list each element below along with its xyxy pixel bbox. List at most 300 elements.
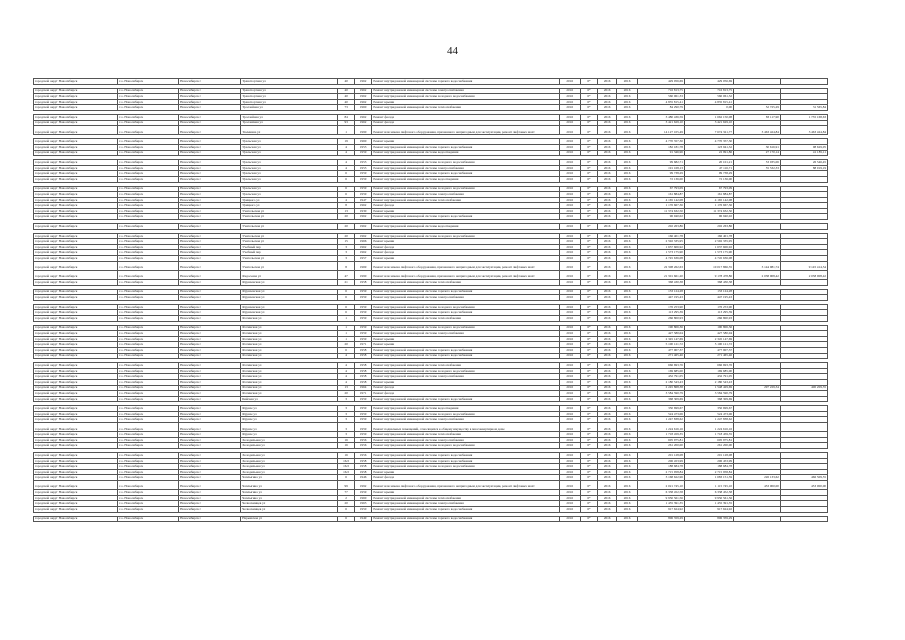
build-year-cell: 1962 <box>354 114 372 120</box>
district-cell: г.о. Новосибирск <box>118 256 179 262</box>
end-year-cell: 2016 <box>617 176 638 182</box>
locality-cell: Новосибирск г <box>179 203 241 209</box>
street-cell: Фотинская ул <box>241 325 338 331</box>
street-cell: Бийская ул <box>241 396 338 402</box>
municipality-cell: городской округ Новосибирск <box>34 88 118 94</box>
district-cell: г.о. Новосибирск <box>118 391 179 397</box>
municipality-cell: городской округ Новосибирск <box>34 192 118 198</box>
house-number-cell: 6 <box>338 295 354 301</box>
house-number-cell: 3 <box>338 406 354 412</box>
locality-cell: Новосибирск г <box>179 192 241 198</box>
work-type-cell: Ремонт фасада <box>372 203 559 209</box>
fund-cost-cell: 1 573 175,90 <box>684 250 733 256</box>
priority-cell: 6* <box>580 120 598 126</box>
total-cost-cell: 6 338 452,58 <box>638 490 685 496</box>
street-cell: Уральская ул <box>241 192 338 198</box>
start-year-cell: 2016 <box>598 244 617 250</box>
municipality-cell: городской округ Новосибирск <box>34 150 118 156</box>
work-type-cell: Ремонт внутридомовой инженерной системы горячего водоснабжения <box>372 289 559 295</box>
locality-cell: Новосибирск г <box>179 443 241 449</box>
locality-cell: Новосибирск г <box>179 315 241 321</box>
start-year-cell: 2016 <box>598 310 617 316</box>
street-cell: Транспортная ул <box>241 99 338 105</box>
priority-cell: 6* <box>580 176 598 182</box>
total-cost-cell: 477 907,37 <box>638 347 685 353</box>
priority-cell: 6* <box>580 411 598 417</box>
locality-cell: Новосибирск г <box>179 464 241 470</box>
municipality-cell: городской округ Новосибирск <box>34 186 118 192</box>
register-body <box>34 75 828 522</box>
start-year-cell: 2016 <box>598 423 617 432</box>
street-cell: Уральская ул <box>241 150 338 156</box>
total-cost-cell: 67 793,09 <box>638 186 685 192</box>
locality-cell: Новосибирск г <box>179 114 241 120</box>
priority-cell: 6* <box>580 501 598 507</box>
total-cost-cell: 429 056,69 <box>638 79 685 85</box>
house-number-cell: 6 <box>338 347 354 353</box>
locality-cell: Новосибирск г <box>179 475 241 481</box>
end-year-cell: 2016 <box>617 391 638 397</box>
end-year-cell: 2016 <box>617 458 638 464</box>
district-cell: г.о. Новосибирск <box>118 105 179 111</box>
start-year-cell: 2016 <box>598 160 617 166</box>
district-cell: г.о. Новосибирск <box>118 160 179 166</box>
priority-cell: 6* <box>580 342 598 348</box>
house-number-cell: 47 <box>338 270 354 279</box>
work-type-cell: Ремонт внутридомовой инженерной системы холодного водоснабжения <box>372 368 559 374</box>
build-year-cell: 1959 <box>354 325 372 331</box>
start-year-cell: 2016 <box>598 289 617 295</box>
capital-repair-register-table <box>33 75 828 522</box>
end-year-cell: 2016 <box>617 94 638 100</box>
build-year-cell: 1959 <box>354 295 372 301</box>
work-type-cell: Ремонт крыши <box>372 342 559 348</box>
fund-cost-cell: 429 056,69 <box>684 79 733 85</box>
plan-year-cell: 2016 <box>559 396 580 402</box>
house-number-cell: 6 <box>338 475 354 481</box>
fund-cost-cell: 22 991,86 <box>684 150 733 156</box>
work-type-cell: Ремонт фасада <box>372 385 559 391</box>
house-number-cell: 4 <box>338 363 354 369</box>
street-cell: Федосеева ул <box>241 270 338 279</box>
fund-cost-cell: 806 359,29 <box>684 516 733 522</box>
fund-cost-cell: 477 907,37 <box>684 347 733 353</box>
district-cell: г.о. Новосибирск <box>118 261 179 270</box>
build-year-cell: 1958 <box>354 464 372 470</box>
street-cell: Фотинская ул <box>241 342 338 348</box>
start-year-cell: 2016 <box>598 126 617 135</box>
total-cost-cell: 427 580,04 <box>638 331 685 337</box>
fund-cost-cell: 524 473,06 <box>684 411 733 417</box>
owner-cost-cell: 31 565,84 <box>780 105 827 111</box>
district-cell: г.о. Новосибирск <box>118 353 179 359</box>
end-year-cell: 2016 <box>617 495 638 501</box>
street-cell: Троллейная ул <box>241 105 338 111</box>
plan-year-cell: 2016 <box>559 171 580 177</box>
table-row <box>34 516 828 522</box>
district-cell: г.о. Новосибирск <box>118 289 179 295</box>
build-year-cell: 1958 <box>354 469 372 475</box>
owner-cost-cell: 400 209,35 <box>780 385 827 391</box>
priority-cell: 6* <box>580 432 598 438</box>
fund-cost-cell: 666 693,76 <box>684 363 733 369</box>
plan-year-cell: 2016 <box>559 280 580 286</box>
house-number-cell: 19 <box>338 139 354 145</box>
priority-cell: 6* <box>580 506 598 512</box>
owner-cost-cell: 98 629,05 <box>780 144 827 150</box>
end-year-cell: 2016 <box>617 280 638 286</box>
fund-cost-cell: 368 309,69 <box>684 396 733 402</box>
street-cell: Фотинская ул <box>241 385 338 391</box>
plan-year-cell: 2016 <box>559 443 580 449</box>
priority-cell: 6* <box>580 88 598 94</box>
build-year-cell: 1959 <box>354 176 372 182</box>
work-type-cell: Ремонт или замена лифтового оборудования, признанного непригодным для эксплуатации, ремонт лифтовых шахт <box>372 270 559 279</box>
work-type-cell: Ремонт внутридомовой инженерной системы теплоснабжения <box>372 280 559 286</box>
district-cell: г.о. Новосибирск <box>118 325 179 331</box>
end-year-cell: 2016 <box>617 406 638 412</box>
end-year-cell: 2016 <box>617 295 638 301</box>
house-number-cell: 4 <box>338 144 354 150</box>
plan-year-cell: 2016 <box>559 391 580 397</box>
table-row <box>34 261 828 270</box>
municipality-cell: городской округ Новосибирск <box>34 374 118 380</box>
total-cost-cell: 176 253,90 <box>638 304 685 310</box>
start-year-cell: 2016 <box>598 458 617 464</box>
priority-cell: 6* <box>580 244 598 250</box>
fund-cost-cell: 99 738,29 <box>684 171 733 177</box>
work-type-cell: Ремонт внутридомовой инженерной системы горячего водоснабжения <box>372 171 559 177</box>
district-cell: г.о. Новосибирск <box>118 475 179 481</box>
plan-year-cell: 2016 <box>559 150 580 156</box>
plan-year-cell: 2016 <box>559 261 580 270</box>
municipality-cell: городской округ Новосибирск <box>34 453 118 459</box>
work-type-cell: Ремонт внутридомовой инженерной системы горячего водоснабжения <box>372 506 559 512</box>
municipality-cell: городской округ Новосибирск <box>34 160 118 166</box>
start-year-cell: 2016 <box>598 363 617 369</box>
work-type-cell: Ремонт внутридомовой инженерной системы холодного водоснабжения <box>372 233 559 239</box>
build-year-cell: 1958 <box>354 347 372 353</box>
start-year-cell: 2016 <box>598 347 617 353</box>
locality-cell: Новосибирск г <box>179 325 241 331</box>
locality-cell: Новосибирск г <box>179 304 241 310</box>
start-year-cell: 2016 <box>598 495 617 501</box>
work-type-cell: Ремонт внутридомовой инженерной системы холодного водоснабжения <box>372 464 559 470</box>
municipality-cell: городской округ Новосибирск <box>34 437 118 443</box>
plan-year-cell: 2016 <box>559 244 580 250</box>
total-cost-cell: 368 309,69 <box>638 396 685 402</box>
house-number-cell: 13 <box>338 208 354 214</box>
fund-cost-cell: 716 813,75 <box>684 88 733 94</box>
street-cell: Учительская ул <box>241 224 338 230</box>
house-number-cell: 6 <box>338 186 354 192</box>
district-cell: г.о. Новосибирск <box>118 501 179 507</box>
house-number-cell: 3 <box>338 423 354 432</box>
end-year-cell: 2016 <box>617 224 638 230</box>
start-year-cell: 2016 <box>598 368 617 374</box>
owner-cost-cell <box>780 423 827 432</box>
plan-year-cell: 2016 <box>559 105 580 111</box>
start-year-cell: 2016 <box>598 79 617 85</box>
work-type-cell: Ремонт внутридомовой инженерной системы теплоснабжения <box>372 315 559 321</box>
district-cell: г.о. Новосибирск <box>118 239 179 245</box>
start-year-cell: 2016 <box>598 443 617 449</box>
house-number-cell: 16/2 <box>338 458 354 464</box>
house-number-cell: 8 <box>338 261 354 270</box>
total-cost-cell: 113 295,39 <box>638 310 685 316</box>
district-cell: г.о. Новосибирск <box>118 126 179 135</box>
priority-cell: 6* <box>580 233 598 239</box>
priority-cell: 6* <box>580 171 598 177</box>
budget-cost-cell: 297 229,34 <box>734 385 781 391</box>
start-year-cell: 2016 <box>598 391 617 397</box>
owner-cost-cell: 3 463 424,84 <box>780 126 827 135</box>
owner-cost-cell: 26 546,45 <box>780 160 827 166</box>
priority-cell: 6* <box>580 363 598 369</box>
priority-cell: 6* <box>580 160 598 166</box>
street-cell: Фотинская ул <box>241 315 338 321</box>
build-year-cell: 1959 <box>354 411 372 417</box>
budget-cost-cell: 83 117,90 <box>734 114 781 120</box>
end-year-cell: 2016 <box>617 342 638 348</box>
total-cost-cell: 169 685,00 <box>638 368 685 374</box>
end-year-cell: 2016 <box>617 516 638 522</box>
priority-cell: 6* <box>580 224 598 230</box>
municipality-cell: городской округ Новосибирск <box>34 171 118 177</box>
total-cost-cell: 4 835 815,41 <box>638 99 685 105</box>
locality-cell: Новосибирск г <box>179 490 241 496</box>
municipality-cell: городской округ Новосибирск <box>34 280 118 286</box>
fund-cost-cell: 3 421 629,10 <box>684 120 733 126</box>
municipality-cell: городской округ Новосибирск <box>34 315 118 321</box>
plan-year-cell: 2016 <box>559 144 580 150</box>
district-cell: г.о. Новосибирск <box>118 139 179 145</box>
priority-cell: 6* <box>580 144 598 150</box>
fund-cost-cell: 1 637 606,92 <box>684 244 733 250</box>
total-cost-cell: 3 168 622,96 <box>638 475 685 481</box>
start-year-cell: 2016 <box>598 171 617 177</box>
total-cost-cell: 190 806,36 <box>638 325 685 331</box>
plan-year-cell: 2016 <box>559 295 580 301</box>
work-type-cell: Ремонт внутридомовой инженерной системы теплоснабжения <box>372 105 559 111</box>
build-year-cell: 1956 <box>354 437 372 443</box>
build-year-cell: 1962 <box>354 99 372 105</box>
build-year-cell: 1959 <box>354 310 372 316</box>
work-type-cell: Ремонт крыши <box>372 469 559 475</box>
street-cell: Холодильная ул <box>241 437 338 443</box>
plan-year-cell: 2016 <box>559 481 580 490</box>
house-number-cell: 1 <box>338 331 354 337</box>
end-year-cell: 2016 <box>617 325 638 331</box>
total-cost-cell: 4 770 357,30 <box>638 139 685 145</box>
end-year-cell: 2016 <box>617 423 638 432</box>
budget-cost-cell: 53 035,06 <box>734 160 781 166</box>
municipality-cell: городской округ Новосибирск <box>34 79 118 85</box>
priority-cell: 6* <box>580 208 598 214</box>
build-year-cell: 1958 <box>354 353 372 359</box>
total-cost-cell: 350 699,67 <box>638 406 685 412</box>
house-number-cell: 6 <box>338 192 354 198</box>
start-year-cell: 2016 <box>598 385 617 391</box>
priority-cell: 6* <box>580 280 598 286</box>
priority-cell: 6* <box>580 336 598 342</box>
priority-cell: 6* <box>580 495 598 501</box>
priority-cell: 6* <box>580 490 598 496</box>
work-type-cell: Ремонт фасада <box>372 391 559 397</box>
total-cost-cell: 2 021 745,10 <box>638 481 685 490</box>
start-year-cell: 2016 <box>598 192 617 198</box>
build-year-cell: 1959 <box>354 150 372 156</box>
district-cell: г.о. Новосибирск <box>118 176 179 182</box>
locality-cell: Новосибирск г <box>179 469 241 475</box>
municipality-cell: городской округ Новосибирск <box>34 239 118 245</box>
build-year-cell: 1962 <box>354 250 372 256</box>
district-cell: г.о. Новосибирск <box>118 192 179 198</box>
house-number-cell: 93 <box>338 120 354 126</box>
fund-cost-cell: 917 624,92 <box>684 506 733 512</box>
plan-year-cell: 2016 <box>559 368 580 374</box>
work-type-cell: Ремонт фасада <box>372 114 559 120</box>
fund-cost-cell: 7 674 321,77 <box>684 126 733 135</box>
plan-year-cell: 2016 <box>559 385 580 391</box>
build-year-cell: 1956 <box>354 443 372 449</box>
plan-year-cell: 2016 <box>559 411 580 417</box>
work-type-cell: Ремонт внутридомовой инженерной системы горячего водоснабжения <box>372 347 559 353</box>
locality-cell: Новосибирск г <box>179 160 241 166</box>
street-cell: Фрунзе ул <box>241 417 338 423</box>
locality-cell: Новосибирск г <box>179 120 241 126</box>
start-year-cell: 2016 <box>598 144 617 150</box>
plan-year-cell: 2016 <box>559 120 580 126</box>
house-number-cell: 6 <box>338 289 354 295</box>
work-type-cell: Ремонт крыши <box>372 208 559 214</box>
work-type-cell: Ремонт внутридомовой инженерной системы холодного водоснабжения <box>372 411 559 417</box>
build-year-cell: 1962 <box>354 233 372 239</box>
priority-cell: 6* <box>580 239 598 245</box>
start-year-cell: 2016 <box>598 453 617 459</box>
total-cost-cell: 3 421 629,10 <box>638 120 685 126</box>
budget-cost-cell <box>734 423 781 432</box>
municipality-cell: городской округ Новосибирск <box>34 506 118 512</box>
work-type-cell: Ремонт внутридомовой инженерной системы водоотведения <box>372 406 559 412</box>
build-year-cell: 1992 <box>354 481 372 490</box>
street-cell: Фотинская ул <box>241 368 338 374</box>
build-year-cell: 1959 <box>354 304 372 310</box>
house-number-cell: 20 <box>338 224 354 230</box>
end-year-cell: 2016 <box>617 411 638 417</box>
municipality-cell: городской округ Новосибирск <box>34 379 118 385</box>
municipality-cell: городской округ Новосибирск <box>34 139 118 145</box>
work-type-cell: Ремонт крыши <box>372 256 559 262</box>
municipality-cell: городской округ Новосибирск <box>34 516 118 522</box>
municipality-cell: городской округ Новосибирск <box>34 270 118 279</box>
start-year-cell: 2016 <box>598 186 617 192</box>
work-type-cell: Ремонт внутридомовой инженерной системы электроснабжения <box>372 88 559 94</box>
work-type-cell: Ремонт внутридомовой инженерной системы горячего водоснабжения <box>372 458 559 464</box>
house-number-cell: 84 <box>338 114 354 120</box>
locality-cell: Новосибирск г <box>179 453 241 459</box>
total-cost-cell: 191 168,13 <box>638 165 685 171</box>
priority-cell: 6* <box>580 99 598 105</box>
build-year-cell: 1958 <box>354 374 372 380</box>
start-year-cell: 2016 <box>598 165 617 171</box>
locality-cell: Новосибирск г <box>179 280 241 286</box>
house-number-cell: 3 <box>338 411 354 417</box>
municipality-cell: городской округ Новосибирск <box>34 336 118 342</box>
build-year-cell: 1959 <box>354 315 372 321</box>
municipality-cell: городской округ Новосибирск <box>34 458 118 464</box>
plan-year-cell: 2016 <box>559 186 580 192</box>
street-cell: Чаплыгина ул <box>241 495 338 501</box>
locality-cell: Новосибирск г <box>179 94 241 100</box>
fund-cost-cell: 2 592 335,95 <box>684 239 733 245</box>
end-year-cell: 2016 <box>617 250 638 256</box>
work-type-cell: Ремонт внутридомовой инженерной системы горячего водоснабжения <box>372 396 559 402</box>
fund-cost-cell: 1 115 745,10 <box>684 481 733 490</box>
fund-cost-cell: 113 295,39 <box>684 310 733 316</box>
street-cell: Уральская ул <box>241 186 338 192</box>
total-cost-cell: 271 465,46 <box>638 353 685 359</box>
street-cell: Транспортная ул <box>241 79 338 85</box>
plan-year-cell: 2016 <box>559 469 580 475</box>
locality-cell: Новосибирск г <box>179 374 241 380</box>
fund-cost-cell: 20 101,21 <box>684 160 733 166</box>
priority-cell: 6* <box>580 331 598 337</box>
district-cell: г.о. Новосибирск <box>118 437 179 443</box>
street-cell: Фрунзе ул <box>241 411 338 417</box>
total-cost-cell: 3 584 590,79 <box>638 391 685 397</box>
work-type-cell: Ремонт внутридомовой инженерной системы горячего водоснабжения <box>372 453 559 459</box>
street-cell: Учебный пер <box>241 250 338 256</box>
street-cell: Уральская ул <box>241 176 338 182</box>
budget-cost-cell: 3 144 981,74 <box>734 261 781 270</box>
district-cell: г.о. Новосибирск <box>118 347 179 353</box>
priority-cell: 6* <box>580 315 598 321</box>
end-year-cell: 2016 <box>617 443 638 449</box>
municipality-cell: городской округ Новосибирск <box>34 224 118 230</box>
build-year-cell: 1969 <box>354 261 372 270</box>
district-cell: г.о. Новосибирск <box>118 453 179 459</box>
end-year-cell: 2016 <box>617 506 638 512</box>
priority-cell: 6* <box>580 256 598 262</box>
build-year-cell: 1964 <box>354 385 372 391</box>
start-year-cell: 2016 <box>598 315 617 321</box>
municipality-cell: городской округ Новосибирск <box>34 501 118 507</box>
plan-year-cell: 2016 <box>559 270 580 279</box>
street-cell: Нарымская ул <box>241 516 338 522</box>
total-cost-cell: 261 200,00 <box>638 443 685 449</box>
fund-cost-cell: 368 430,38 <box>684 280 733 286</box>
house-number-cell: 3 <box>338 432 354 438</box>
plan-year-cell: 2016 <box>559 79 580 85</box>
house-number-cell: 4 <box>338 165 354 171</box>
district-cell: г.о. Новосибирск <box>118 186 179 192</box>
start-year-cell: 2016 <box>598 197 617 203</box>
work-type-cell: Ремонт внутридомовой инженерной системы теплоснабжения <box>372 363 559 369</box>
work-type-cell: Ремонт внутридомовой инженерной системы горячего водоснабжения <box>372 144 559 150</box>
total-cost-cell: 161 884,87 <box>638 192 685 198</box>
start-year-cell: 2016 <box>598 490 617 496</box>
end-year-cell: 2016 <box>617 437 638 443</box>
build-year-cell: 1962 <box>354 224 372 230</box>
plan-year-cell: 2016 <box>559 506 580 512</box>
street-cell: Фотинская ул <box>241 353 338 359</box>
total-cost-cell: 2 180 543,43 <box>638 379 685 385</box>
work-type-cell: Ремонт внутридомовой инженерной системы электроснабжения <box>372 501 559 507</box>
fund-cost-cell: 176 253,90 <box>684 304 733 310</box>
total-cost-cell: 1 247 838,62 <box>638 417 685 423</box>
street-cell: Учительская ул <box>241 261 338 270</box>
